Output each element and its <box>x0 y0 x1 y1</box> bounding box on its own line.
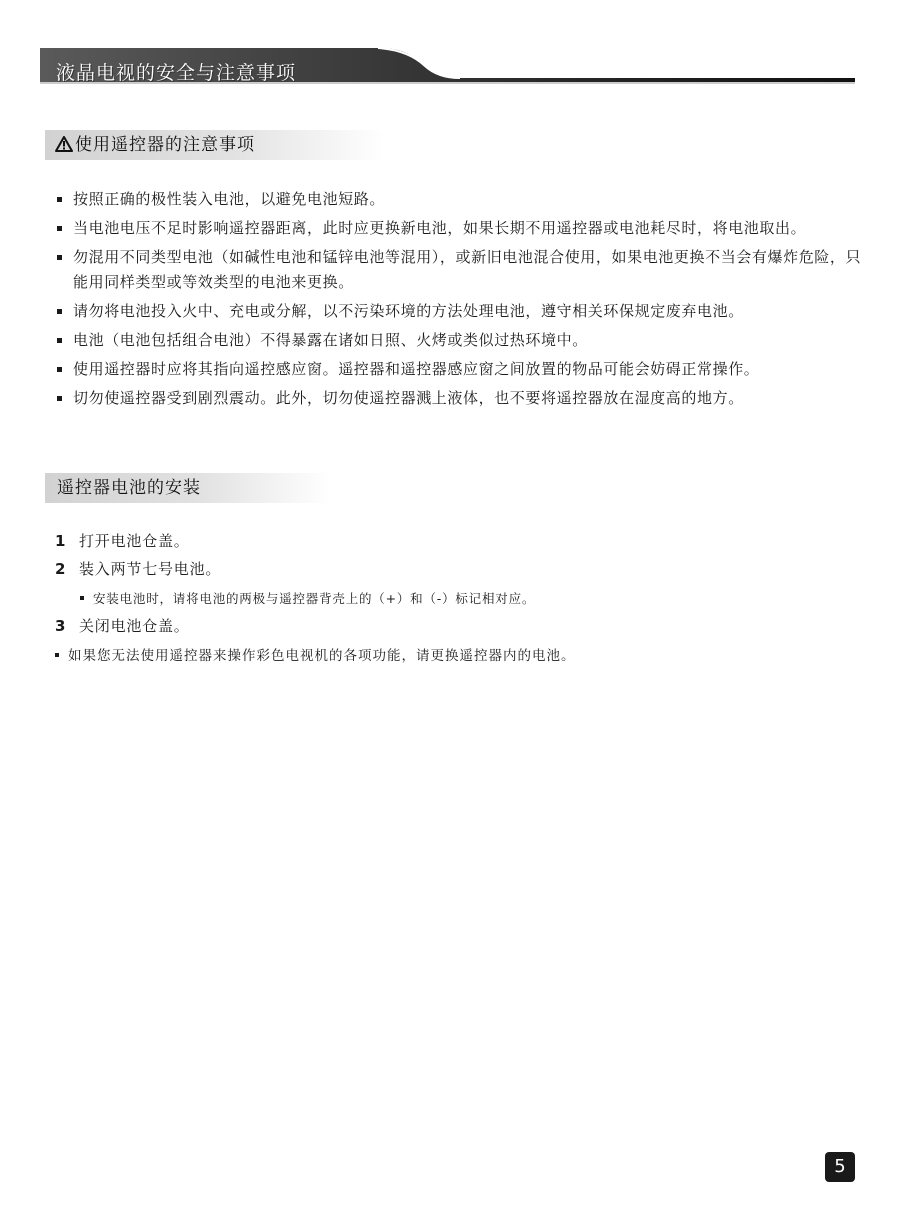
bullet-square-icon <box>80 596 84 600</box>
section-title: 遥控器电池的安装 <box>57 478 201 498</box>
step-number: 1 <box>55 532 67 550</box>
bullet-square-icon <box>57 197 62 202</box>
list-item <box>55 357 870 382</box>
page-title: 液晶电视的安全与注意事项 <box>56 62 297 84</box>
list-item <box>55 187 870 212</box>
step-item <box>55 530 190 552</box>
warning-triangle-icon <box>55 136 73 152</box>
step-text: 关闭电池仓盖。 <box>79 617 190 635</box>
bullet-square-icon <box>57 226 62 231</box>
step-item <box>55 558 221 580</box>
bullet-square-icon <box>55 653 59 657</box>
bullet-square-icon <box>57 367 62 372</box>
header-banner-graphic <box>0 0 898 100</box>
step-text: 装入两节七号电池。 <box>79 560 222 578</box>
bullet-square-icon <box>57 396 62 401</box>
bullet-square-icon <box>57 338 62 343</box>
sub-note-text: 安装电池时，请将电池的两极与遥控器背壳上的（+）和（-）标记相对应。 <box>93 591 536 606</box>
list-item <box>55 245 870 295</box>
section-header-battery-install <box>45 473 330 503</box>
list-item <box>55 216 870 241</box>
list-item <box>55 386 870 411</box>
page-number: 5 <box>825 1152 855 1182</box>
step-text: 打开电池仓盖。 <box>79 532 190 550</box>
step-number: 2 <box>55 560 67 578</box>
list-item-text: 电池（电池包括组合电池）不得暴露在诸如日照、火烤或类似过热环境中。 <box>73 331 588 349</box>
list-item-text: 切勿使遥控器受到剧烈震动。此外，切勿使遥控器溅上液体，也不要将遥控器放在湿度高的地方。 <box>73 389 744 407</box>
bullet-square-icon <box>57 309 62 314</box>
section-header-remote-precautions <box>45 130 385 160</box>
section-title: 使用遥控器的注意事项 <box>75 135 255 155</box>
note-text: 如果您无法使用遥控器来操作彩色电视机的各项功能，请更换遥控器内的电池。 <box>68 648 576 664</box>
list-item-text: 使用遥控器时应将其指向遥控感应窗。遥控器和遥控器感应窗之间放置的物品可能会妨碍正常操作。 <box>73 360 760 378</box>
bullet-square-icon <box>57 255 62 260</box>
list-item <box>55 299 870 324</box>
list-item-text: 当电池电压不足时影响遥控器距离，此时应更换新电池，如果长期不用遥控器或电池耗尽时，将电池取出。 <box>73 219 807 237</box>
list-item-text: 按照正确的极性装入电池，以避免电池短路。 <box>73 190 386 208</box>
list-item-text: 请勿将电池投入火中、充电或分解，以不污染环境的方法处理电池，遵守相关环保规定废弃电池。 <box>73 302 744 320</box>
battery-note <box>55 646 576 666</box>
list-item <box>55 328 870 353</box>
list-item-text: 勿混用不同类型电池（如碱性电池和锰锌电池等混用），或新旧电池混合使用，如果电池更换不当会有爆炸危险，只能用同样类型或等效类型的电池来更换。 <box>73 248 862 291</box>
page-header <box>0 0 898 100</box>
step-item <box>55 615 190 637</box>
precautions-list <box>55 187 870 415</box>
step-sub-note <box>80 589 535 609</box>
step-number: 3 <box>55 617 67 635</box>
